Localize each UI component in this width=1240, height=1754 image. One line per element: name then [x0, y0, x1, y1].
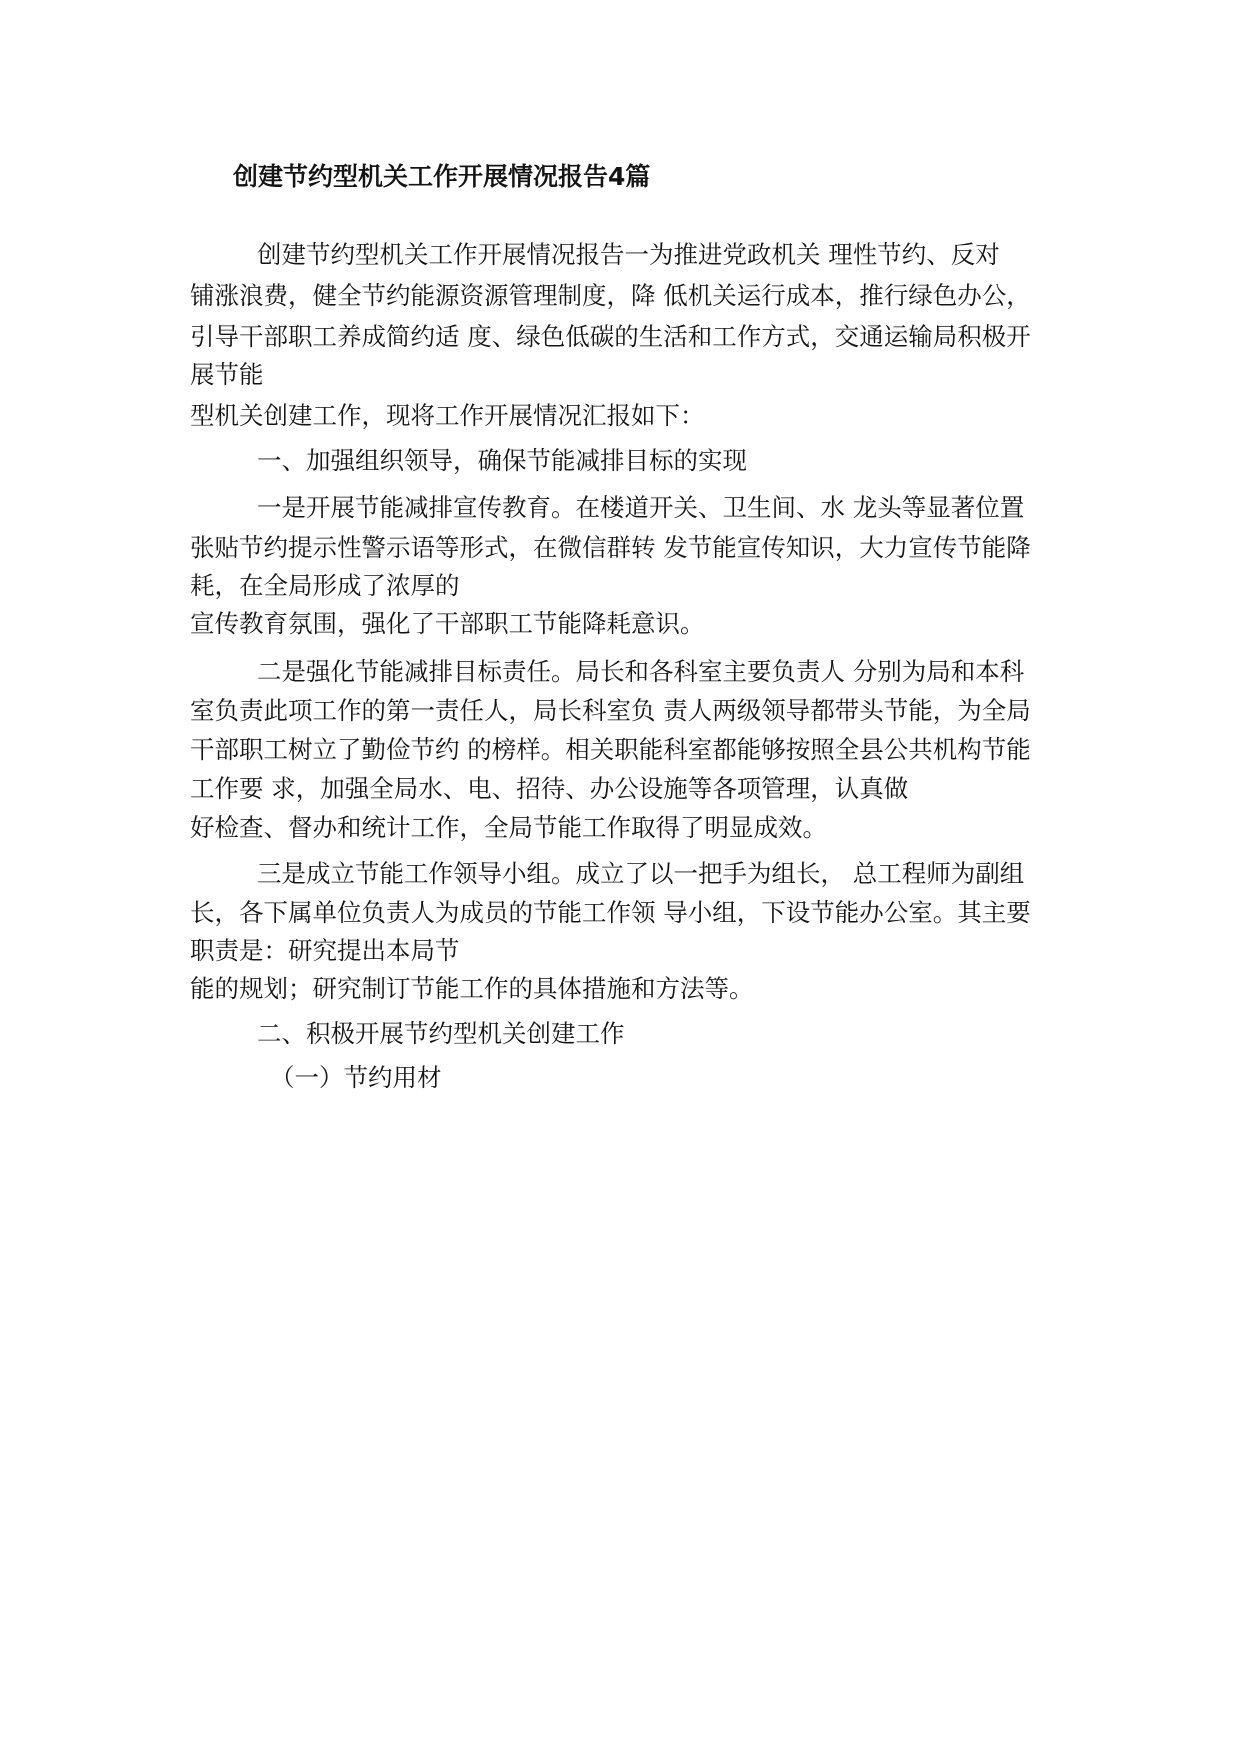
item-3-line-2: 长，各下属单位负责人为成员的节能工作领 导小组，下设节能办公室。其主要	[190, 898, 1031, 927]
document-title: 创建节约型机关工作开展情况报告4篇	[233, 162, 651, 191]
intro-line-3: 引导干部职工养成简约适 度、绿色低碳的生活和工作方式，交通运输局积极开	[190, 322, 1031, 351]
intro-line-5: 型机关创建工作，现将工作开展情况汇报如下：	[190, 401, 705, 430]
item-1-line-2: 张贴节约提示性警示语等形式，在微信群转 发节能宣传知识，大力宣传节能降	[190, 533, 1031, 562]
item-1-line-1: 一是开展节能减排宣传教育。在楼道开关、卫生间、水 龙头等显著位置	[257, 493, 1025, 522]
item-1-line-4: 宣传教育氛围，强化了干部职工节能降耗意识。	[190, 609, 705, 638]
section-heading-1: 一、加强组织领导，确保节能减排目标的实现	[257, 446, 747, 475]
item-2-line-2: 室负责此项工作的第一责任人，局长科室负 责人两级领导都带头节能，为全局	[190, 696, 1031, 725]
item-2-line-4: 工作要 求，加强全局水、电、招待、办公设施等各项管理，认真做	[190, 774, 909, 803]
intro-line-4: 展节能	[190, 360, 264, 389]
item-2-line-1: 二是强化节能减排目标责任。局长和各科室主要负责人 分别为局和本科	[257, 657, 1025, 686]
intro-line-2: 铺涨浪费，健全节约能源资源管理制度，降 低机关运行成本，推行绿色办公，	[190, 281, 1031, 310]
item-3-line-4: 能的规划；研究制订节能工作的具体措施和方法等。	[190, 974, 754, 1003]
item-2-line-3: 干部职工树立了勤俭节约 的榜样。相关职能科室都能够按照全县公共机构节能	[190, 735, 1031, 764]
section-heading-2: 二、积极开展节约型机关创建工作	[257, 1019, 625, 1048]
item-2-line-5: 好检查、督办和统计工作，全局节能工作取得了明显成效。	[190, 813, 827, 842]
item-3-line-3: 职责是：研究提出本局节	[190, 936, 460, 965]
intro-line-1: 创建节约型机关工作开展情况报告一为推进党政机关 理性节约、反对	[257, 240, 1000, 269]
item-1-line-3: 耗，在全局形成了浓厚的	[190, 571, 460, 600]
item-3-line-1: 三是成立节能工作领导小组。成立了以一把手为组长， 总工程师为副组	[257, 859, 1025, 888]
subheading-1: （一）节约用材	[270, 1063, 442, 1092]
